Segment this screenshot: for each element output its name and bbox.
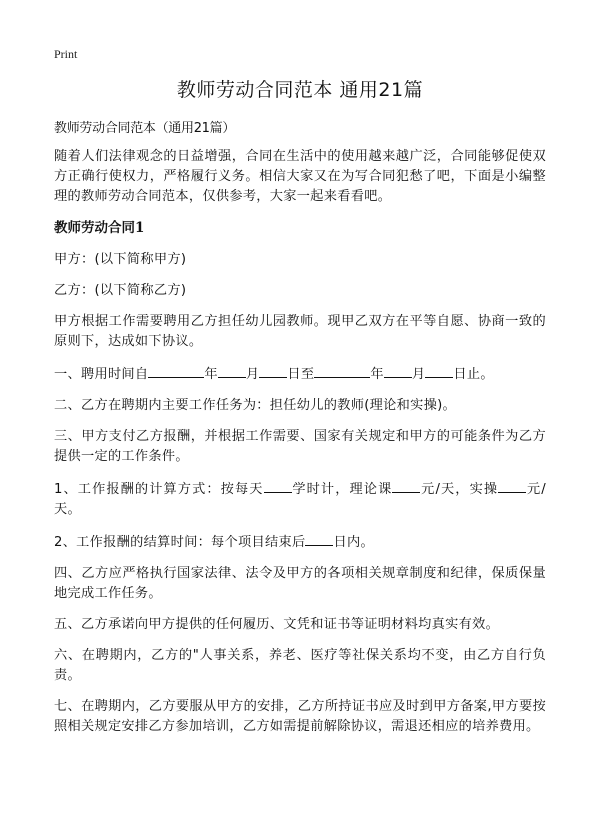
calc-part3: 元/天，实操	[420, 482, 499, 497]
clause-3-2-settlement	[54, 531, 546, 553]
party-a-line: 甲方：(以下简称甲方)	[54, 252, 187, 267]
preamble-paragraph: 甲方根据工作需要聘用乙方担任幼儿园教师。现甲乙双方在平等自愿、协商一致的原则下，达成如下协议。	[54, 314, 546, 349]
end-day-blank	[425, 363, 453, 378]
day-end-label: 日止。	[453, 367, 494, 382]
print-link[interactable]: Print	[54, 47, 78, 61]
practice-rate-blank	[498, 478, 526, 493]
month-label: 月	[245, 367, 260, 382]
calc-part2: 学时计，理论课	[291, 482, 393, 497]
settlement-prefix: 2、工作报酬的结算时间：每个项目结束后	[54, 535, 306, 550]
start-year-blank	[148, 363, 204, 378]
clause-7-training: 七、在聘期内，乙方要服从甲方的安排，乙方所持证书应及时到甲方备案,甲方要按照相关规定安排乙方参加培训，乙方如需提前解除协议，需退还相应的培养费用。	[54, 699, 546, 734]
year-label: 年	[370, 367, 384, 382]
section-heading: 教师劳动合同1	[54, 220, 145, 236]
settlement-days-blank	[305, 531, 333, 546]
year-label: 年	[204, 367, 218, 382]
party-b-line: 乙方：(以下简称乙方)	[54, 283, 187, 298]
day-to-label: 日至	[287, 367, 315, 382]
clause-4-compliance: 四、乙方应严格执行国家法律、法令及甲方的各项相关规章制度和纪律，保质保量地完成工作任务。	[54, 566, 546, 601]
hours-blank	[264, 478, 292, 493]
clause-3-1-calculation	[54, 478, 546, 520]
month-label: 月	[411, 367, 426, 382]
clause-3-compensation: 三、甲方支付乙方报酬，并根据工作需要、国家有关规定和甲方的可能条件为乙方提供一定的工作条件。	[54, 429, 546, 464]
start-day-blank	[259, 363, 287, 378]
document-body	[54, 147, 546, 748]
clause-1-prefix: 一、聘用时间自	[54, 367, 149, 382]
start-month-blank	[218, 363, 246, 378]
clause-5-documents: 五、乙方承诺向甲方提供的任何履历、文凭和证书等证明材料均真实有效。	[54, 617, 500, 632]
clause-1-employment-period	[54, 363, 546, 385]
theory-rate-blank	[392, 478, 420, 493]
intro-paragraph: 随着人们法律观念的日益增强，合同在生活中的使用越来越广泛，合同能够促使双方正确行使权力，严格履行义务。相信大家又在为写合同犯愁了吧，下面是小编整理的教师劳动合同范本，仅供参考，大家一起来看看吧。	[54, 149, 546, 204]
settlement-suffix: 日内。	[333, 535, 374, 550]
document-subtitle: 教师劳动合同范本（通用21篇）	[54, 121, 236, 136]
end-year-blank	[314, 363, 370, 378]
clause-6-social-security: 六、在聘期内，乙方的"人事关系，养老、医疗等社保关系均不变，由乙方自行负责。	[54, 648, 546, 683]
calc-part4: 元/天。	[54, 482, 547, 517]
page-title: 教师劳动合同范本 通用21篇	[176, 79, 424, 101]
clause-2-duties: 二、乙方在聘期内主要工作任务为：担任幼儿的教师(理论和实操)。	[54, 398, 457, 413]
end-month-blank	[384, 363, 412, 378]
calc-prefix: 1、工作报酬的计算方式：按每天	[54, 482, 264, 497]
